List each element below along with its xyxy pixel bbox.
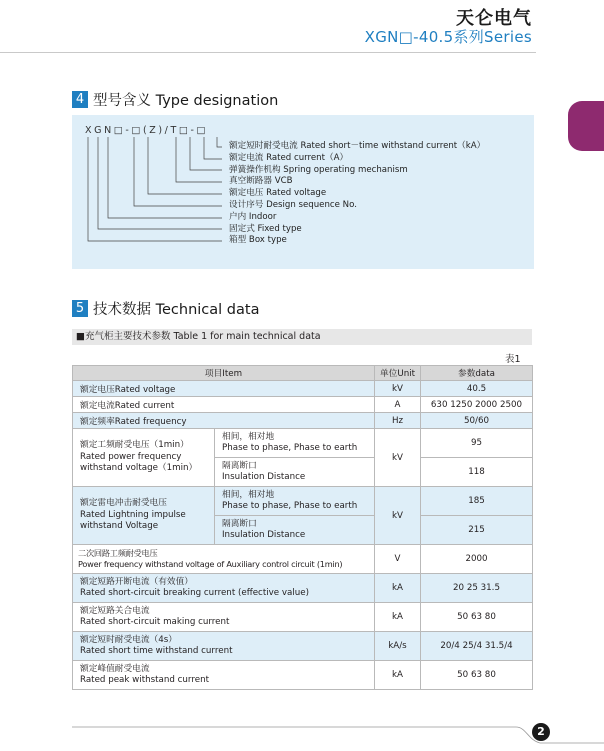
- table-row: [73, 574, 533, 603]
- table-row: [73, 632, 533, 661]
- row-unit: A: [375, 397, 421, 413]
- type-designation-box: [72, 115, 534, 269]
- section-4-heading: [72, 89, 278, 110]
- section-5-heading: [72, 298, 259, 319]
- row-item: 额定频率Rated frequency: [73, 413, 375, 429]
- table-row: [73, 413, 533, 429]
- row-value: 215: [421, 516, 533, 545]
- sub-item-cn: 相间，相对地: [222, 431, 275, 442]
- table-caption: ■充气柜主要技术参数 Table 1 for main technical data: [72, 329, 532, 345]
- designation-legend: [229, 141, 485, 247]
- row-value: 95: [421, 429, 533, 458]
- row-value: 185: [421, 487, 533, 516]
- page-number: 2: [532, 723, 550, 741]
- header-item: 项目Item: [73, 366, 375, 381]
- legend-item: 箱型 Box type: [229, 235, 287, 246]
- footer-rule: [0, 716, 604, 751]
- row-item: [73, 661, 375, 690]
- row-item: [73, 429, 215, 487]
- legend-item: 真空断路器 VCB: [229, 176, 293, 187]
- row-item-en: Rated short time withstand current: [80, 646, 233, 656]
- row-item-en: Rated short-circuit breaking current (effective value): [80, 588, 310, 598]
- row-item-cn: 二次回路工频耐受电压: [78, 547, 158, 558]
- legend-item: 额定电压 Rated voltage: [229, 188, 327, 199]
- row-item-en: Rated Lightning impulse: [80, 509, 186, 520]
- row-value: 50 63 80: [421, 661, 533, 690]
- sub-item-en: Phase to phase, Phase to earth: [222, 443, 358, 453]
- row-item-cn: 额定短路关合电流: [80, 605, 150, 616]
- row-item-cn: 额定工频耐受电压（1min）: [80, 440, 189, 451]
- row-item: [73, 487, 215, 545]
- row-item-cn: 额定短路开断电流（有效值）: [80, 576, 193, 587]
- row-item-en: withstand voltage（1min）: [80, 463, 198, 474]
- row-item: [73, 545, 375, 574]
- row-item-cn: 额定雷电冲击耐受电压: [80, 498, 167, 509]
- row-item-en: Rated short-circuit making current: [80, 617, 230, 627]
- type-code: XGN□-□(Z)/T□-□: [85, 125, 209, 136]
- row-item-en: Rated peak withstand current: [80, 675, 209, 685]
- header-data: 参数data: [421, 366, 533, 381]
- row-unit: kV: [375, 381, 421, 397]
- row-value: 118: [421, 458, 533, 487]
- sub-item: [215, 429, 375, 458]
- row-unit: kA: [375, 574, 421, 603]
- row-value: 40.5: [421, 381, 533, 397]
- row-item: [73, 603, 375, 632]
- legend-item: 设计序号 Design sequence No.: [229, 199, 357, 210]
- row-item: [73, 632, 375, 661]
- row-item-en: Rated power frequency: [80, 451, 182, 462]
- row-item-cn: 额定峰值耐受电流: [80, 663, 150, 674]
- table-header-row: [73, 366, 533, 381]
- table-row: [73, 381, 533, 397]
- row-unit: kV: [375, 429, 421, 487]
- side-tab-marker: [568, 101, 604, 151]
- sub-item-en: Insulation Distance: [222, 472, 306, 482]
- row-item-en: withstand Voltage: [80, 521, 159, 532]
- row-value: 20/4 25/4 31.5/4: [421, 632, 533, 661]
- sub-item-cn: 隔离断口: [222, 460, 257, 471]
- sub-item: [215, 487, 375, 516]
- brand-name: 天仑电气: [456, 8, 532, 29]
- technical-data-table: [72, 365, 533, 690]
- table-row: [73, 487, 533, 516]
- row-unit: kA: [375, 603, 421, 632]
- row-unit: Hz: [375, 413, 421, 429]
- legend-item: 固定式 Fixed type: [229, 223, 302, 234]
- row-unit: V: [375, 545, 421, 574]
- legend-item: 额定电流 Rated current（A）: [229, 152, 349, 163]
- series-title: XGN□-40.5系列Series: [364, 28, 532, 46]
- row-unit: kA/s: [375, 632, 421, 661]
- table-row: [73, 661, 533, 690]
- legend-item: 额定短时耐受电流 Rated short－time withstand current（kA）: [229, 141, 486, 151]
- table-row: [73, 397, 533, 413]
- sub-item-cn: 隔离断口: [222, 518, 257, 529]
- table-row: [73, 603, 533, 632]
- section-4-number: 4: [72, 91, 88, 108]
- legend-item: 户内 Indoor: [229, 211, 277, 222]
- table-row: [73, 429, 533, 458]
- row-value: 50/60: [421, 413, 533, 429]
- header-rule: [0, 52, 536, 53]
- table-number: 表1: [505, 354, 521, 365]
- row-item-en: Power frequency withstand voltage of Auxiliary control circuit (1min): [78, 559, 343, 569]
- sub-item: [215, 516, 375, 545]
- table-row: [73, 545, 533, 574]
- row-value: 50 63 80: [421, 603, 533, 632]
- legend-item: 弹簧操作机构 Spring operating mechanism: [229, 164, 408, 175]
- row-item: 额定电压Rated voltage: [73, 381, 375, 397]
- sub-item: [215, 458, 375, 487]
- row-item-cn: 额定短时耐受电流（4s）: [80, 634, 177, 645]
- sub-item-cn: 相间，相对地: [222, 489, 275, 500]
- row-unit: kV: [375, 487, 421, 545]
- header-unit: 单位Unit: [375, 366, 421, 381]
- sub-item-en: Insulation Distance: [222, 530, 306, 540]
- row-value: 630 1250 2000 2500: [421, 397, 533, 413]
- row-item: [73, 574, 375, 603]
- section-4-title: 型号含义 Type designation: [93, 93, 279, 109]
- row-item: 额定电流Rated current: [73, 397, 375, 413]
- row-value: 2000: [421, 545, 533, 574]
- row-unit: kA: [375, 661, 421, 690]
- sub-item-en: Phase to phase, Phase to earth: [222, 501, 358, 511]
- section-5-number: 5: [72, 300, 88, 317]
- section-5-title: 技术数据 Technical data: [93, 302, 260, 318]
- row-value: 20 25 31.5: [421, 574, 533, 603]
